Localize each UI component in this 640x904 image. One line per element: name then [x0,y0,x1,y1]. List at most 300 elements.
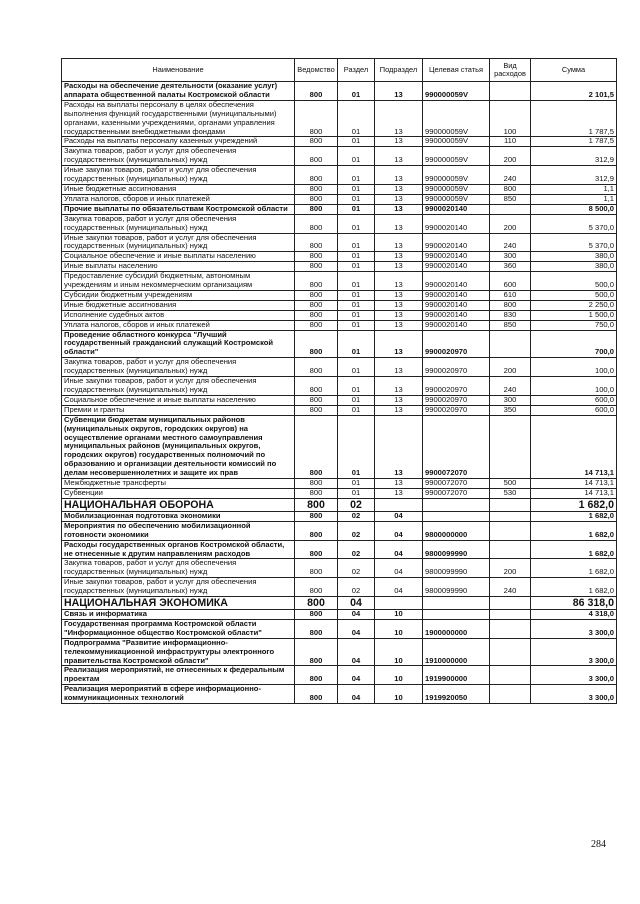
row-name: Премии и гранты [62,405,295,415]
row-statya: 9800099990 [423,540,490,559]
row-vid: 530 [490,488,531,498]
row-vedomstvo: 800 [295,395,338,405]
row-name: Подпрограмма "Развитие информационно-телекоммуникационной инфраструктуры электронного правительства Костромской области" [62,638,295,666]
row-name: Расходы на выплаты персоналу в целях обеспечения выполнения функций государственными (муниципальными) органами, казенными учреждениями, органами управления государственными внебюджетными фондами [62,100,295,137]
row-podrazdel: 04 [375,540,423,559]
row-podrazdel: 13 [375,262,423,272]
row-statya: 9900020140 [423,214,490,233]
row-razdel: 02 [338,498,375,511]
header-name: Наименование [62,59,295,82]
row-name: Предоставление субсидий бюджетным, автономным учреждениям и иным некоммерческим организациям [62,272,295,291]
row-vid: 240 [490,166,531,185]
row-vedomstvo: 800 [295,252,338,262]
row-name: Прочие выплаты по обязательствам Костромской области [62,204,295,214]
row-podrazdel: 13 [375,405,423,415]
row-name: Уплата налогов, сборов и иных платежей [62,194,295,204]
row-vid: 610 [490,290,531,300]
row-vid [490,511,531,521]
row-summa: 600,0 [531,405,617,415]
row-vid: 200 [490,559,531,578]
table-row [62,137,617,147]
row-statya: 9900020970 [423,330,490,358]
row-vedomstvo: 800 [295,147,338,166]
row-vid: 240 [490,578,531,597]
table-row [62,100,617,137]
header-podrazdel: Подраздел [375,59,423,82]
row-vedomstvo: 800 [295,320,338,330]
row-summa: 1,1 [531,184,617,194]
row-statya: 9900020140 [423,290,490,300]
table-row [62,252,617,262]
row-vedomstvo: 800 [295,82,338,101]
row-podrazdel: 13 [375,147,423,166]
row-vedomstvo: 800 [295,511,338,521]
row-statya: 1919900000 [423,666,490,685]
row-vedomstvo: 800 [295,377,338,396]
row-name: Уплата налогов, сборов и иных платежей [62,320,295,330]
table-row [62,214,617,233]
row-summa: 4 318,0 [531,610,617,620]
row-vedomstvo: 800 [295,666,338,685]
row-name: Субвенции бюджетам муниципальных районов (муниципальных округов, городских округов) на осуществление органами местного самоуправления муниципальных районов (муниципальных округов, городских округов) государственных полномочий по образованию и организации деятельности комиссий по делам несовершеннолетних и защите их прав [62,415,295,478]
row-vedomstvo: 800 [295,290,338,300]
row-name: Связь и информатика [62,610,295,620]
row-vedomstvo: 800 [295,638,338,666]
row-summa: 3 300,0 [531,638,617,666]
row-podrazdel: 13 [375,166,423,185]
row-statya: 9900020970 [423,377,490,396]
row-razdel: 01 [338,330,375,358]
row-vid: 850 [490,194,531,204]
row-podrazdel: 13 [375,415,423,478]
row-vid [490,415,531,478]
row-name: НАЦИОНАЛЬНАЯ ЭКОНОМИКА [62,597,295,610]
row-podrazdel: 13 [375,214,423,233]
table-row [62,597,617,610]
row-summa: 380,0 [531,262,617,272]
row-vid [490,619,531,638]
row-name: Закупка товаров, работ и услуг для обеспечения государственных (муниципальных) нужд [62,358,295,377]
row-razdel: 02 [338,511,375,521]
row-statya: 9900020140 [423,300,490,310]
budget-table [61,58,617,704]
row-vedomstvo: 800 [295,498,338,511]
row-summa: 1 682,0 [531,540,617,559]
row-vedomstvo: 800 [295,619,338,638]
row-razdel: 01 [338,358,375,377]
row-vid: 300 [490,252,531,262]
row-vid: 100 [490,100,531,137]
row-podrazdel: 04 [375,521,423,540]
row-vid [490,540,531,559]
row-statya: 9900020140 [423,272,490,291]
table-row [62,540,617,559]
row-podrazdel [375,498,423,511]
row-statya: 1900000000 [423,619,490,638]
row-vid: 200 [490,147,531,166]
table-row [62,395,617,405]
row-razdel: 02 [338,559,375,578]
row-razdel: 01 [338,290,375,300]
row-summa: 8 500,0 [531,204,617,214]
table-row [62,666,617,685]
row-razdel: 04 [338,685,375,704]
row-razdel: 04 [338,638,375,666]
row-name: Расходы на обеспечение деятельности (оказание услуг) аппарата общественной палаты Костромской области [62,82,295,101]
table-row [62,330,617,358]
row-podrazdel: 13 [375,479,423,489]
row-summa: 3 300,0 [531,685,617,704]
row-summa: 500,0 [531,272,617,291]
row-name: Закупка товаров, работ и услуг для обеспечения государственных (муниципальных) нужд [62,559,295,578]
table-row [62,415,617,478]
row-vedomstvo: 800 [295,300,338,310]
row-podrazdel: 13 [375,377,423,396]
row-vid: 200 [490,358,531,377]
row-razdel: 02 [338,521,375,540]
row-razdel: 01 [338,214,375,233]
row-summa: 86 318,0 [531,597,617,610]
table-row [62,405,617,415]
row-razdel: 01 [338,147,375,166]
row-razdel: 01 [338,166,375,185]
row-vid [490,685,531,704]
row-podrazdel: 10 [375,638,423,666]
row-vedomstvo: 800 [295,166,338,185]
row-razdel: 01 [338,262,375,272]
row-summa: 5 370,0 [531,214,617,233]
row-name: Субвенции [62,488,295,498]
row-statya: 9900020970 [423,358,490,377]
row-razdel: 01 [338,204,375,214]
row-razdel: 01 [338,395,375,405]
row-vid [490,330,531,358]
row-razdel: 01 [338,300,375,310]
row-statya: 990000059V [423,100,490,137]
row-name: Иные закупки товаров, работ и услуг для обеспечения государственных (муниципальных) нужд [62,166,295,185]
row-razdel: 01 [338,488,375,498]
row-razdel: 04 [338,666,375,685]
row-vid: 360 [490,262,531,272]
row-vedomstvo: 800 [295,194,338,204]
row-podrazdel: 13 [375,252,423,262]
row-vedomstvo: 800 [295,479,338,489]
row-name: Иные закупки товаров, работ и услуг для обеспечения государственных (муниципальных) нужд [62,233,295,252]
row-vedomstvo: 800 [295,488,338,498]
table-row [62,638,617,666]
row-summa: 1 787,5 [531,137,617,147]
row-razdel: 01 [338,194,375,204]
table-row [62,521,617,540]
row-vedomstvo: 800 [295,685,338,704]
row-podrazdel: 13 [375,194,423,204]
row-podrazdel: 04 [375,511,423,521]
row-razdel: 01 [338,82,375,101]
row-vid [490,204,531,214]
row-razdel: 04 [338,619,375,638]
row-statya [423,498,490,511]
row-summa: 14 713,1 [531,488,617,498]
row-podrazdel: 13 [375,100,423,137]
row-vid: 350 [490,405,531,415]
row-name: Реализация мероприятий в сфере информационно-коммуникационных технологий [62,685,295,704]
page-number: 284 [591,839,606,850]
row-vid: 300 [490,395,531,405]
row-summa: 3 300,0 [531,666,617,685]
table-row [62,147,617,166]
row-podrazdel: 13 [375,310,423,320]
row-statya [423,511,490,521]
row-vedomstvo: 800 [295,415,338,478]
table-row [62,310,617,320]
row-statya [423,610,490,620]
row-podrazdel: 04 [375,578,423,597]
row-name: Субсидии бюджетным учреждениям [62,290,295,300]
row-vedomstvo: 800 [295,310,338,320]
row-summa: 100,0 [531,377,617,396]
row-vid [490,597,531,610]
row-vedomstvo: 800 [295,578,338,597]
table-row [62,272,617,291]
row-summa: 700,0 [531,330,617,358]
row-vedomstvo: 800 [295,405,338,415]
row-statya: 9900020140 [423,262,490,272]
row-statya: 9900020140 [423,204,490,214]
row-vid: 830 [490,310,531,320]
row-razdel: 02 [338,578,375,597]
row-name: Межбюджетные трансферты [62,479,295,489]
row-summa: 2 101,5 [531,82,617,101]
row-statya: 9900020140 [423,310,490,320]
row-podrazdel: 13 [375,82,423,101]
table-row [62,82,617,101]
table-row [62,685,617,704]
table-row [62,578,617,597]
table-row [62,479,617,489]
table-row [62,610,617,620]
row-summa: 1 500,0 [531,310,617,320]
row-summa: 1 682,0 [531,559,617,578]
row-vedomstvo: 800 [295,184,338,194]
row-summa: 312,9 [531,147,617,166]
row-name: Иные бюджетные ассигнования [62,184,295,194]
row-statya: 990000059V [423,147,490,166]
row-vid: 240 [490,377,531,396]
row-vedomstvo: 800 [295,521,338,540]
row-vid: 110 [490,137,531,147]
row-statya: 9800000000 [423,521,490,540]
row-podrazdel: 13 [375,233,423,252]
row-summa: 14 713,1 [531,415,617,478]
row-summa: 500,0 [531,290,617,300]
row-podrazdel: 13 [375,204,423,214]
table-row [62,166,617,185]
row-vid [490,498,531,511]
row-name: Закупка товаров, работ и услуг для обеспечения государственных (муниципальных) нужд [62,214,295,233]
row-vedomstvo: 800 [295,330,338,358]
row-statya: 9900072070 [423,488,490,498]
row-vedomstvo: 800 [295,137,338,147]
row-statya: 9800099990 [423,559,490,578]
row-vid [490,638,531,666]
row-statya: 990000059V [423,194,490,204]
table-row [62,233,617,252]
row-razdel: 04 [338,610,375,620]
row-summa: 3 300,0 [531,619,617,638]
row-podrazdel: 13 [375,137,423,147]
row-statya: 9900020140 [423,320,490,330]
row-vedomstvo: 800 [295,358,338,377]
row-razdel: 04 [338,597,375,610]
row-vid: 600 [490,272,531,291]
row-statya: 990000059V [423,166,490,185]
row-statya: 9900020140 [423,233,490,252]
row-vid: 200 [490,214,531,233]
header-vid: Вид расходов [490,59,531,82]
row-podrazdel: 13 [375,300,423,310]
row-vid: 500 [490,479,531,489]
table-row [62,290,617,300]
header-summa: Сумма [531,59,617,82]
row-summa: 1,1 [531,194,617,204]
row-podrazdel: 13 [375,184,423,194]
table-row [62,511,617,521]
row-razdel: 01 [338,377,375,396]
row-statya: 9900020140 [423,252,490,262]
row-summa: 100,0 [531,358,617,377]
row-statya: 1910000000 [423,638,490,666]
row-podrazdel: 13 [375,358,423,377]
table-row [62,262,617,272]
row-vedomstvo: 800 [295,540,338,559]
row-razdel: 01 [338,137,375,147]
row-podrazdel: 10 [375,666,423,685]
table-row [62,488,617,498]
row-razdel: 01 [338,405,375,415]
row-summa: 312,9 [531,166,617,185]
row-name: Закупка товаров, работ и услуг для обеспечения государственных (муниципальных) нужд [62,147,295,166]
row-summa: 2 250,0 [531,300,617,310]
row-podrazdel: 13 [375,290,423,300]
row-name: Расходы государственных органов Костромской области, не отнесенные к другим направлениям расходов [62,540,295,559]
row-razdel: 01 [338,100,375,137]
row-vedomstvo: 800 [295,100,338,137]
row-vedomstvo: 800 [295,214,338,233]
row-statya [423,597,490,610]
row-name: НАЦИОНАЛЬНАЯ ОБОРОНА [62,498,295,511]
header-vedomstvo: Ведомство [295,59,338,82]
row-vedomstvo: 800 [295,597,338,610]
table-row [62,194,617,204]
table-row [62,619,617,638]
row-summa: 1 682,0 [531,511,617,521]
row-vedomstvo: 800 [295,272,338,291]
table-row [62,320,617,330]
row-vedomstvo: 800 [295,233,338,252]
row-vid [490,521,531,540]
row-podrazdel: 10 [375,610,423,620]
row-name: Иные бюджетные ассигнования [62,300,295,310]
row-statya: 990000059V [423,82,490,101]
row-summa: 5 370,0 [531,233,617,252]
row-name: Мероприятия по обеспечению мобилизационной готовности экономики [62,521,295,540]
row-summa: 750,0 [531,320,617,330]
row-name: Иные закупки товаров, работ и услуг для обеспечения государственных (муниципальных) нужд [62,578,295,597]
row-podrazdel: 13 [375,272,423,291]
row-statya: 990000059V [423,184,490,194]
row-summa: 600,0 [531,395,617,405]
row-podrazdel: 13 [375,395,423,405]
row-razdel: 01 [338,479,375,489]
row-podrazdel: 13 [375,330,423,358]
row-name: Исполнение судебных актов [62,310,295,320]
row-statya: 9900072070 [423,479,490,489]
row-podrazdel [375,597,423,610]
row-name: Государственная программа Костромской области "Информационное общество Костромской области" [62,619,295,638]
row-statya: 1919920050 [423,685,490,704]
table-row [62,358,617,377]
row-vedomstvo: 800 [295,204,338,214]
row-name: Иные закупки товаров, работ и услуг для обеспечения государственных (муниципальных) нужд [62,377,295,396]
row-name: Социальное обеспечение и иные выплаты населению [62,395,295,405]
header-statya: Целевая статья [423,59,490,82]
row-podrazdel: 10 [375,619,423,638]
row-razdel: 01 [338,415,375,478]
table-row [62,559,617,578]
row-vedomstvo: 800 [295,559,338,578]
row-summa: 1 682,0 [531,498,617,511]
row-razdel: 01 [338,252,375,262]
table-row [62,498,617,511]
row-statya: 9800099990 [423,578,490,597]
row-name: Мобилизационная подготовка экономики [62,511,295,521]
row-statya: 9900020970 [423,405,490,415]
row-statya: 9900072070 [423,415,490,478]
row-razdel: 01 [338,320,375,330]
table-body [62,82,617,704]
row-razdel: 01 [338,184,375,194]
row-vid [490,610,531,620]
row-vid: 850 [490,320,531,330]
row-statya: 990000059V [423,137,490,147]
row-podrazdel: 13 [375,488,423,498]
row-vid: 800 [490,184,531,194]
table-row [62,377,617,396]
row-name: Социальное обеспечение и иные выплаты населению [62,252,295,262]
row-vedomstvo: 800 [295,610,338,620]
table-row [62,300,617,310]
row-summa: 380,0 [531,252,617,262]
row-name: Реализация мероприятий, не отнесенных к федеральным проектам [62,666,295,685]
header-razdel: Раздел [338,59,375,82]
row-razdel: 01 [338,272,375,291]
table-header-row [62,59,617,82]
row-podrazdel: 04 [375,559,423,578]
row-podrazdel: 10 [375,685,423,704]
row-razdel: 01 [338,310,375,320]
row-vid: 240 [490,233,531,252]
table-row [62,204,617,214]
row-vid [490,666,531,685]
row-summa: 14 713,1 [531,479,617,489]
row-podrazdel: 13 [375,320,423,330]
row-razdel: 01 [338,233,375,252]
row-name: Проведение областного конкурса "Лучший государственный гражданский служащий Костромской области" [62,330,295,358]
row-vid [490,82,531,101]
row-statya: 9900020970 [423,395,490,405]
row-name: Расходы на выплаты персоналу казенных учреждений [62,137,295,147]
row-razdel: 02 [338,540,375,559]
